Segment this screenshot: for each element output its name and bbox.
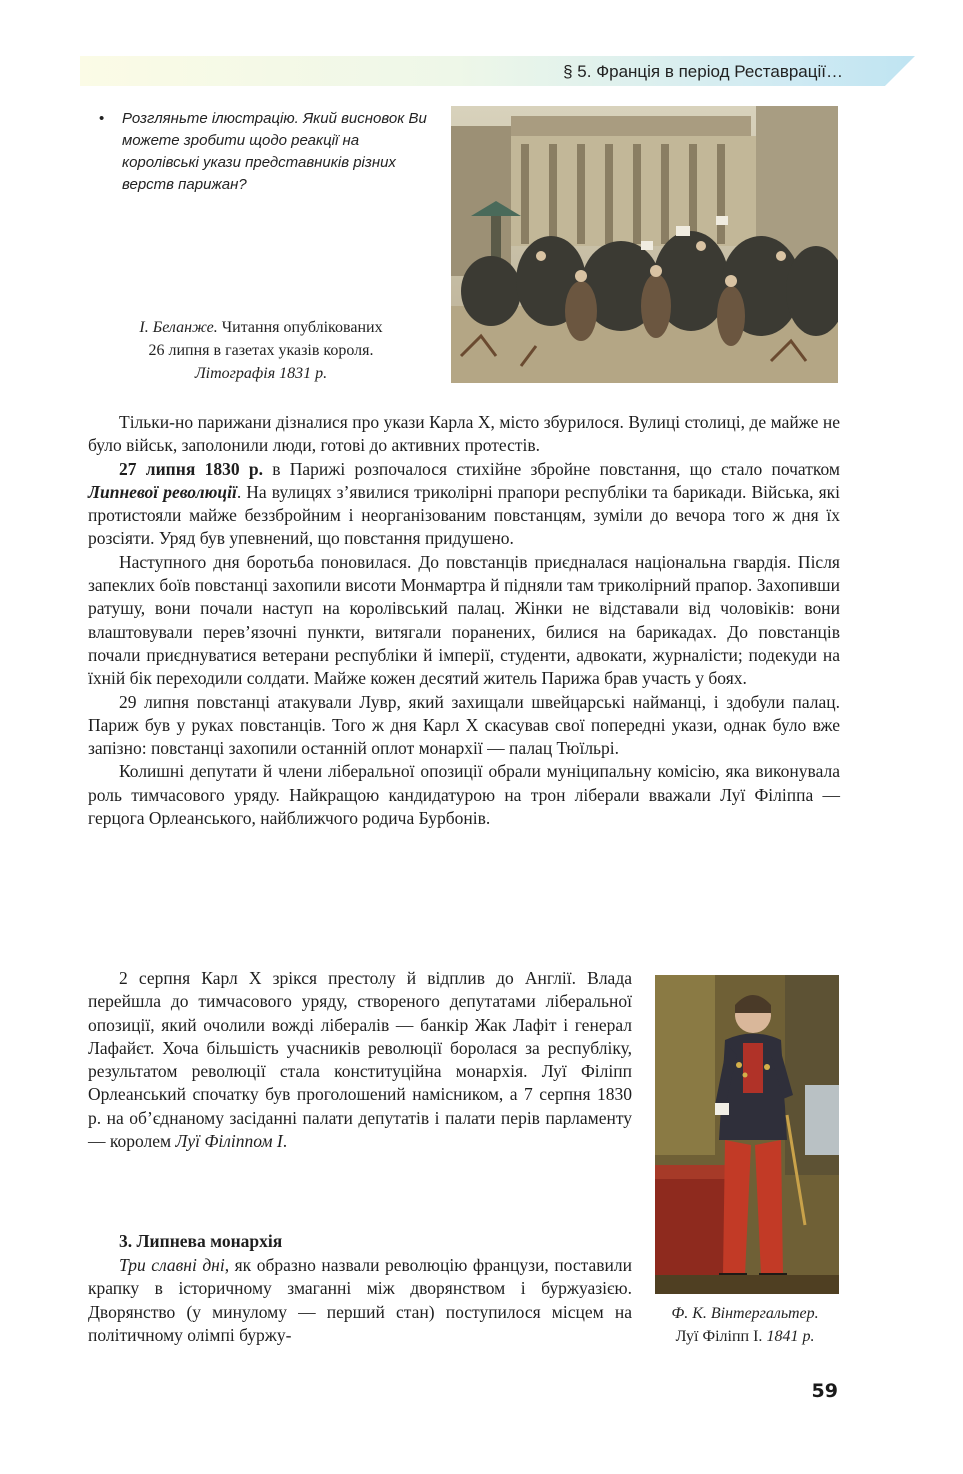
figure2-caption <box>645 1302 845 1348</box>
paragraph-2-part-b: . На вулицях з’явилися триколірні прапори республіки та барикади. Війська, які протистояли майже беззбройним і неорганізованим повстанцям, зуміли до вечора того ж дня їх розсіяти. Уряд був упевнений, що повстання придушено. <box>88 481 840 549</box>
term-july-revolution: Липневої революції <box>88 481 237 502</box>
paragraph-6-end: . <box>282 1131 288 1152</box>
section-title: 3. Липнева монархія <box>119 1231 283 1251</box>
term-three-glorious-days: Три славні дні <box>119 1255 225 1275</box>
question-text: Розгляньте ілюстрацію. Який висновок Ви можете зробити щодо реакції на королівські укази представників різних верств парижан? <box>122 110 427 193</box>
question-box <box>99 108 438 196</box>
narrow-text-block <box>88 967 632 1153</box>
figure2-title: Луї Філіпп I. <box>675 1328 763 1345</box>
page-number: 59 <box>811 1380 838 1402</box>
figure1-title-line2: 26 липня в газетах указів короля. <box>148 342 374 359</box>
figure2-author: Ф. К. Вінтергальтер. <box>671 1305 819 1322</box>
main-text-block <box>88 411 840 830</box>
paragraph-2 <box>88 458 840 551</box>
figure1-title-line1: Читання опублікованих <box>217 319 383 336</box>
name-louis-philippe: Луї Філіппом I <box>175 1131 283 1152</box>
portrait-illustration <box>655 975 839 1294</box>
paragraph-6-text: 2 серпня Карл X зрікся престолу й відплив до Англії. Влада перейшла до тимчасового уряду, створеного депутатами ліберальної опозиції, який очолили вожді лібералів — банкір Жак Лафіт і генерал Лафайєт. Хоча більшість учасників революції боролася за республіку, результатом революції стала конституційна монархія. Луї Філіпп Орлеанський спочатку був проголошений намісником, а 7 серпня 1830 р. на об’єднаному засіданні палати депутатів і палати перів парламенту — королем <box>88 968 632 1152</box>
figure1-author: І. Беланже. <box>139 319 218 336</box>
figure2-year: 1841 р. <box>762 1328 815 1345</box>
date-july-27: 27 липня 1830 р. <box>119 458 263 479</box>
lithograph-illustration <box>451 106 838 383</box>
bullet: • <box>99 110 105 127</box>
paragraph-2-part-a: в Парижі розпочалося стихійне збройне повстання, що стало початком <box>262 458 840 479</box>
paragraph-7 <box>88 1254 632 1347</box>
paragraph-7-text: , як образно назвали революцію французи, поставили крапку в історичному змаганні між дворянством і буржуазією. Дворянство (у минулому — перший стан) поступилося місцем на політичному олімпі буржу- <box>88 1255 632 1345</box>
paragraph-3: Наступного дня боротьба поновилася. До повстанців приєдналася національна гвардія. Після запеклих боїв повстанці захопили висоти Монмартра й підняли там триколірний прапор. Захопивши ратушу, вони почали наступ на королівський палац. Жінки не відставали від чоловіків: вони влаштовували перев’язочні пункти, витягали поранених, билися на барикадах. До повстанців почали приєднуватися ветерани республіки й імперії, студенти, адвокати, журналісти; подекуди на їхній бік переходили солдати. Майже кожен десятий житель Парижа брав участь у боях. <box>88 551 840 689</box>
figure1-caption <box>98 316 424 385</box>
paragraph-5: Колишні депутати й члени ліберальної опозиції обрали муніципальну комісію, яка виконувала роль тимчасового уряду. Найкращою кандидатурою на трон ліберали вважали Луї Філіппа — герцога Орлеанського, найближчого родича Бурбонів. <box>88 761 840 829</box>
running-head: § 5. Франція в період Реставрації… <box>563 62 843 81</box>
figure1-medium: Літографія 1831 р. <box>194 365 328 382</box>
paragraph-4: 29 липня повстанці атакували Лувр, який захищали швейцарські найманці, і здобули палац. Париж був у руках повстанців. Того ж дня Карл X скасував свої попередні укази, однак було вже запізно: повстанці захопили останній оплот монархії — палац Тюїльрі. <box>88 691 840 759</box>
section-3-text <box>88 1254 632 1347</box>
paragraph-1: Тільки-но парижани дізналися про укази Карла X, місто збурилося. Вулиці столиці, де майже не було військ, заполонили люди, готові до активних протестів. <box>88 412 840 456</box>
paragraph-6 <box>88 967 632 1153</box>
